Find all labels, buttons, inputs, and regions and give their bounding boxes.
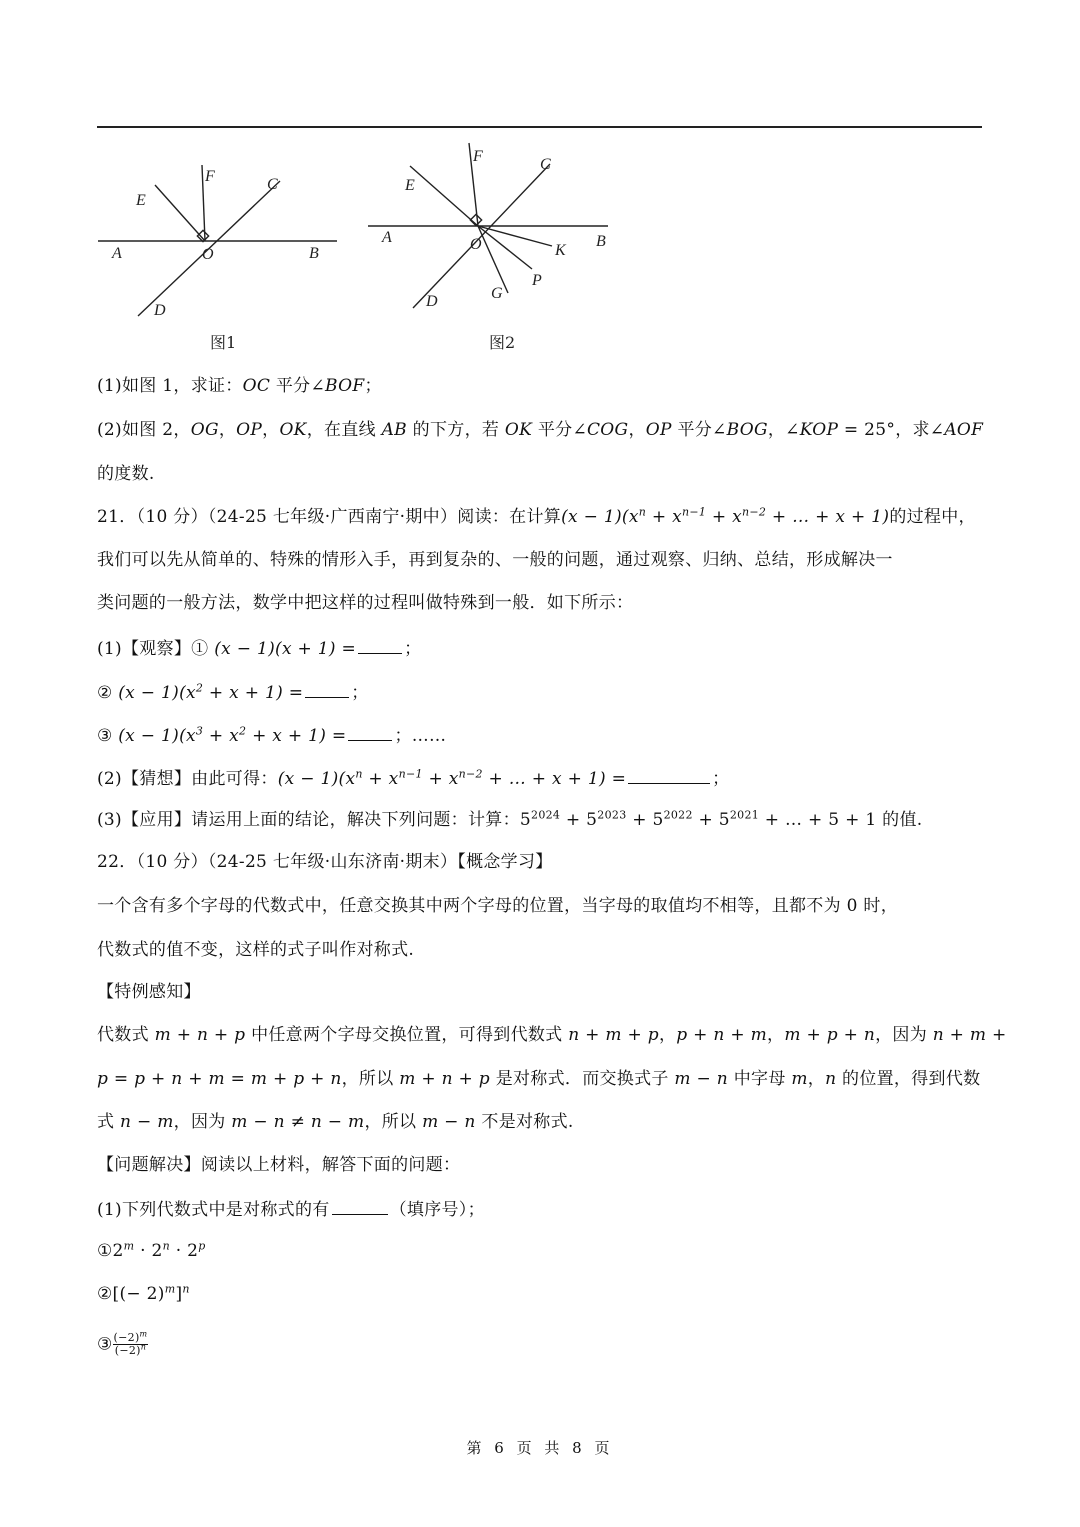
figure-2-diagram bbox=[360, 138, 620, 323]
q22-option-1: $①2^m \cdot 2^n \cdot 2^p$ bbox=[97, 1239, 206, 1261]
answer-blank[interactable] bbox=[332, 1196, 388, 1215]
q22-heading: 22．（10 分）（24-25 七年级·山东济南·期末）【概念学习】 bbox=[97, 852, 553, 872]
fig2-label-O: O bbox=[470, 236, 482, 253]
answer-blank[interactable] bbox=[348, 722, 392, 741]
figure-1-diagram bbox=[90, 150, 350, 325]
q21-line2: 我们可以先从简单的、特殊的情形入手，再到复杂的、一般的问题，通过观察、归纳、总结，形成解决一 bbox=[97, 550, 893, 570]
q21-observe-3: ③ $(x - 1)(x^3 + x^2 + x + 1)$ = ；…… bbox=[97, 722, 984, 748]
q22-definition-1: 一个含有多个字母的代数式中，任意交换其中两个字母的位置，当字母的取值均不相等，且都不为 0 时， bbox=[97, 896, 899, 916]
fig2-label-K: K bbox=[555, 242, 566, 259]
fig2-label-D: D bbox=[426, 293, 438, 310]
figure-1-caption: 图1 bbox=[210, 333, 237, 352]
q21-observe-2: ② $(x - 1)(x^2 + x + 1)$ = ； bbox=[97, 679, 984, 705]
figure-2 bbox=[360, 138, 620, 323]
fig2-label-A: A bbox=[382, 229, 392, 246]
q21-apply: (3)【应用】请运用上面的结论，解决下列问题：计算：$5^{2024} + 5^{2023} + 5^{2022} + 5^{2021}$ + … + 5 + 1 的值. bbox=[97, 808, 923, 830]
figure-1 bbox=[90, 150, 350, 325]
answer-blank[interactable] bbox=[358, 635, 402, 654]
q22-solve-title: 【问题解决】阅读以上材料，解答下面的问题： bbox=[97, 1155, 461, 1175]
figure-2-caption: 图2 bbox=[489, 333, 516, 352]
fig1-label-C: C bbox=[267, 176, 278, 193]
top-rule bbox=[97, 126, 982, 128]
fig2-label-G: G bbox=[491, 285, 503, 302]
fig2-label-F: F bbox=[473, 148, 483, 165]
q22-option-2: ②[(− 2)$^m$]$^n$ bbox=[97, 1282, 190, 1304]
fig1-label-B: B bbox=[309, 245, 319, 262]
fig2-label-P: P bbox=[532, 272, 542, 289]
fig1-label-A: A bbox=[112, 245, 122, 262]
fraction: $\frac{(-2)^m}{(-2)^n}$ bbox=[113, 1329, 148, 1357]
q20-part2: (2)如图 2，OG，OP，OK，在直线 AB 的下方，若 OK 平分∠COG，OP 平分∠BOG，∠KOP = 25°，求∠AOF bbox=[97, 420, 984, 440]
q22-part1: (1)下列代数式中是对称式的有 （填序号）； bbox=[97, 1196, 984, 1222]
fig2-label-E: E bbox=[405, 177, 415, 194]
fig1-label-D: D bbox=[154, 302, 166, 319]
q21-line3: 类问题的一般方法，数学中把这样的过程叫做特殊到一般．如下所示： bbox=[97, 593, 634, 613]
fig1-label-O: O bbox=[202, 246, 214, 263]
page-footer: 第 6 页 共 8 页 bbox=[466, 1439, 614, 1457]
q22-definition-2: 代数式的值不变，这样的式子叫作对称式. bbox=[97, 940, 415, 960]
q22-option-3: ③ $\frac{(-2)^m}{(-2)^n}$ bbox=[97, 1329, 148, 1357]
q20-part2-cont: 的度数. bbox=[97, 464, 155, 484]
fig2-label-B: B bbox=[596, 233, 606, 250]
q21-guess: (2)【猜想】由此可得：$(x - 1)(x^n + x^{n-1} + x^{n-2}$ + … + x + 1) = ； bbox=[97, 765, 984, 791]
q22-example-title: 【特例感知】 bbox=[97, 982, 201, 1002]
q21-observe-1: (1)【观察】① (x − 1)(x + 1) = ； bbox=[97, 635, 984, 661]
q21-heading: 21．（10 分）（24-25 七年级·广西南宁·期中）阅读：在计算$(x - 1)(x^n + x^{n-1} + x^{n-2}$ + … + x + 1)的过程中， bbox=[97, 505, 976, 527]
q22-example-3: 式 n − m，因为 m − n ≠ n − m，所以 m − n 不是对称式. bbox=[97, 1112, 574, 1132]
fig2-label-C: C bbox=[540, 156, 551, 173]
answer-blank[interactable] bbox=[305, 679, 349, 698]
fig1-label-F: F bbox=[205, 168, 215, 185]
q22-example-2: p = p + n + m = m + p + n，所以 m + n + p 是对称式．而交换式子 m − n 中字母 m，n 的位置，得到代数 bbox=[97, 1069, 981, 1089]
answer-blank[interactable] bbox=[628, 765, 710, 784]
q20-part1: (1)如图 1，求证：OC 平分∠BOF； bbox=[97, 376, 382, 396]
q22-example-1: 代数式 m + n + p 中任意两个字母交换位置，可得到代数式 n + m + p，p + n + m，m + p + n，因为 n + m + bbox=[97, 1025, 1007, 1045]
fig1-label-E: E bbox=[136, 192, 146, 209]
